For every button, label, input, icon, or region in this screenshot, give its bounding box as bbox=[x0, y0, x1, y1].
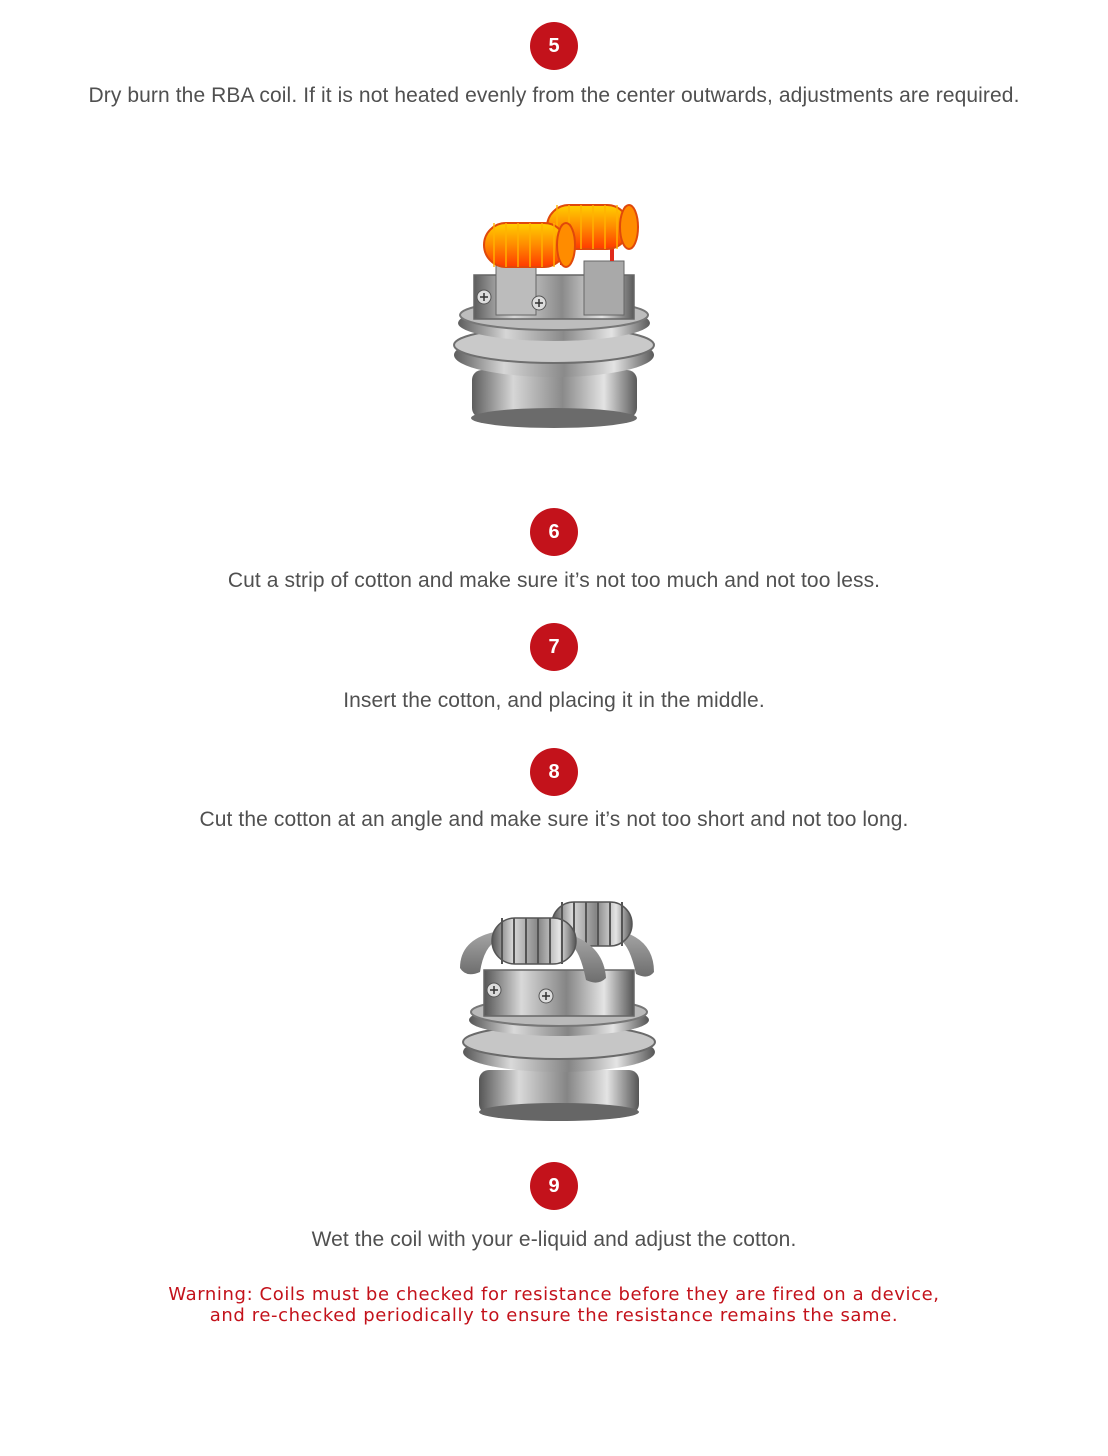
step-8-badge: 8 bbox=[530, 748, 578, 796]
rba-deck-wicked-image bbox=[434, 892, 674, 1122]
step-6-text: Cut a strip of cotton and make sure it’s not too much and not too less. bbox=[227, 569, 881, 592]
step-9-text: Wet the coil with your e-liquid and adjust the cotton. bbox=[311, 1228, 797, 1251]
rba-deck-dry-burn-image bbox=[434, 195, 674, 435]
warning-line-1: Warning: Coils must be checked for resistance before they are fired on a device, bbox=[168, 1284, 940, 1305]
step-9-badge: 9 bbox=[530, 1162, 578, 1210]
step-7-text: Insert the cotton, and placing it in the middle. bbox=[343, 689, 765, 712]
step-7-badge: 7 bbox=[530, 623, 578, 671]
step-8-text: Cut the cotton at an angle and make sure it’s not too short and not too long. bbox=[199, 808, 909, 831]
step-5-text: Dry burn the RBA coil. If it is not heated evenly from the center outwards, adjustments are required. bbox=[88, 84, 1020, 107]
step-5-badge: 5 bbox=[530, 22, 578, 70]
step-6-badge: 6 bbox=[530, 508, 578, 556]
warning-notice bbox=[0, 1284, 1108, 1326]
warning-line-2: and re-checked periodically to ensure the resistance remains the same. bbox=[209, 1305, 899, 1326]
